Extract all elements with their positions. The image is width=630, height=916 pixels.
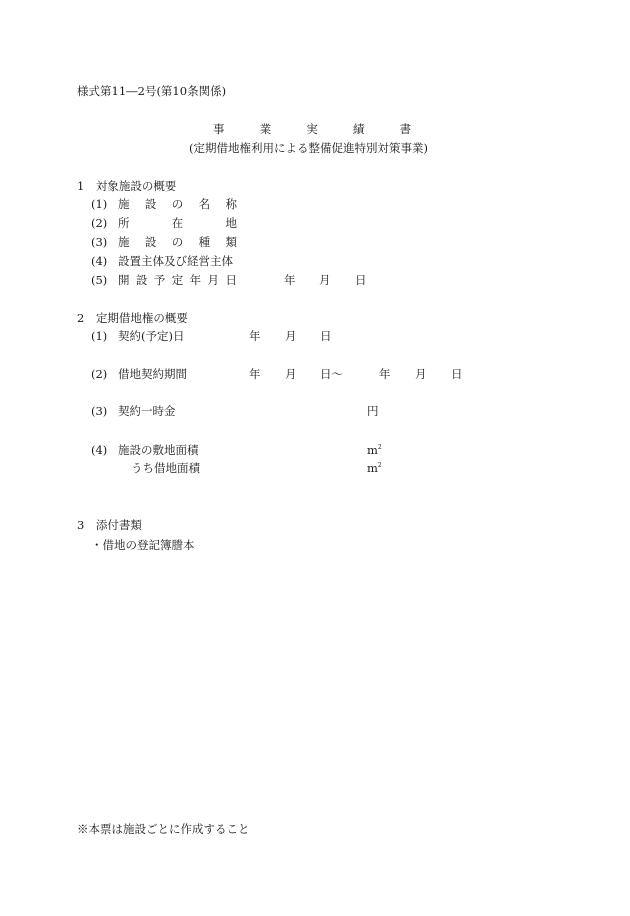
operator-label: 設置主体及び経営主体 xyxy=(118,254,233,268)
label-char: 定 xyxy=(171,273,184,287)
contract-day-unit: 日 xyxy=(320,329,332,343)
lease-area-label: うち借地面積 xyxy=(131,461,200,475)
label-char: の xyxy=(171,197,184,211)
facility-type-label xyxy=(118,237,237,249)
label-char: 年 xyxy=(189,273,202,287)
lease-area-unit xyxy=(367,463,382,475)
lease-start-year-unit: 年 xyxy=(249,367,261,381)
label-char: 設 xyxy=(144,235,157,249)
item-number: (4) xyxy=(91,254,108,268)
yen-unit: 円 xyxy=(367,404,379,418)
opening-month-unit: 月 xyxy=(319,273,331,287)
contract-month-unit: 月 xyxy=(285,329,297,343)
lease-period-label: 借地契約期間 xyxy=(118,367,187,381)
section2-heading: 2 定期借地権の概要 xyxy=(77,311,188,325)
label-char: 月 xyxy=(207,273,220,287)
label-char: 施 xyxy=(118,235,130,249)
contract-date-label: 契約(予定)日 xyxy=(118,329,185,343)
item-number: (2) xyxy=(91,216,108,230)
attachment-item: ・借地の登記簿謄本 xyxy=(91,538,195,552)
label-char: 予 xyxy=(153,273,166,287)
item-number: (3) xyxy=(91,235,108,249)
label-char: 種 xyxy=(198,235,211,249)
opening-year-unit: 年 xyxy=(284,273,296,287)
label-char: 名 xyxy=(198,197,211,211)
footnote: ※本票は施設ごとに作成すること xyxy=(77,822,250,836)
section1-heading: 1 対象施設の概要 xyxy=(77,179,177,193)
label-char: 所 xyxy=(118,216,130,230)
label-char: 設 xyxy=(135,273,148,287)
label-char: 類 xyxy=(225,235,237,249)
opening-day-unit: 日 xyxy=(355,273,367,287)
item-number: (1) xyxy=(91,197,108,211)
label-char: の xyxy=(171,235,184,249)
label-char: 日 xyxy=(225,273,237,287)
title-char: 書 xyxy=(399,122,411,136)
lease-start-day-unit: 日〜 xyxy=(320,367,343,381)
title-char: 績 xyxy=(352,122,365,136)
unit-symbol: m xyxy=(367,461,378,475)
label-char: 開 xyxy=(118,273,130,287)
lump-sum-label: 契約一時金 xyxy=(118,404,176,418)
site-area-label: 施設の敷地面積 xyxy=(118,443,199,457)
location-label xyxy=(118,218,237,230)
item-number: (2) xyxy=(91,367,108,381)
opening-date-label xyxy=(118,275,237,287)
item-number: (5) xyxy=(91,273,108,287)
title-char: 業 xyxy=(259,122,272,136)
label-char: 地 xyxy=(225,216,237,230)
item-number: (4) xyxy=(91,443,108,457)
label-char: 施 xyxy=(118,197,130,211)
item-number: (3) xyxy=(91,404,108,418)
title-char: 実 xyxy=(306,122,318,136)
label-char: 設 xyxy=(144,197,157,211)
unit-exponent: 2 xyxy=(377,462,382,469)
document-subtitle: (定期借地権利用による整備促進特別対策事業) xyxy=(189,141,428,155)
item-number: (1) xyxy=(91,329,108,343)
section3-heading: 3 添付書類 xyxy=(77,518,142,532)
unit-symbol: m xyxy=(367,443,378,457)
title-char: 事 xyxy=(213,122,225,136)
document-title xyxy=(213,124,411,136)
form-number: 様式第11―2号(第10条関係) xyxy=(77,84,227,98)
lease-end-month-unit: 月 xyxy=(415,367,427,381)
lease-start-month-unit: 月 xyxy=(285,367,297,381)
contract-year-unit: 年 xyxy=(249,329,261,343)
lease-end-year-unit: 年 xyxy=(379,367,391,381)
site-area-unit xyxy=(367,445,382,457)
facility-name-label xyxy=(118,199,237,211)
label-char: 在 xyxy=(171,216,184,230)
unit-exponent: 2 xyxy=(377,444,382,451)
label-char: 称 xyxy=(225,197,237,211)
lease-end-day-unit: 日 xyxy=(451,367,463,381)
